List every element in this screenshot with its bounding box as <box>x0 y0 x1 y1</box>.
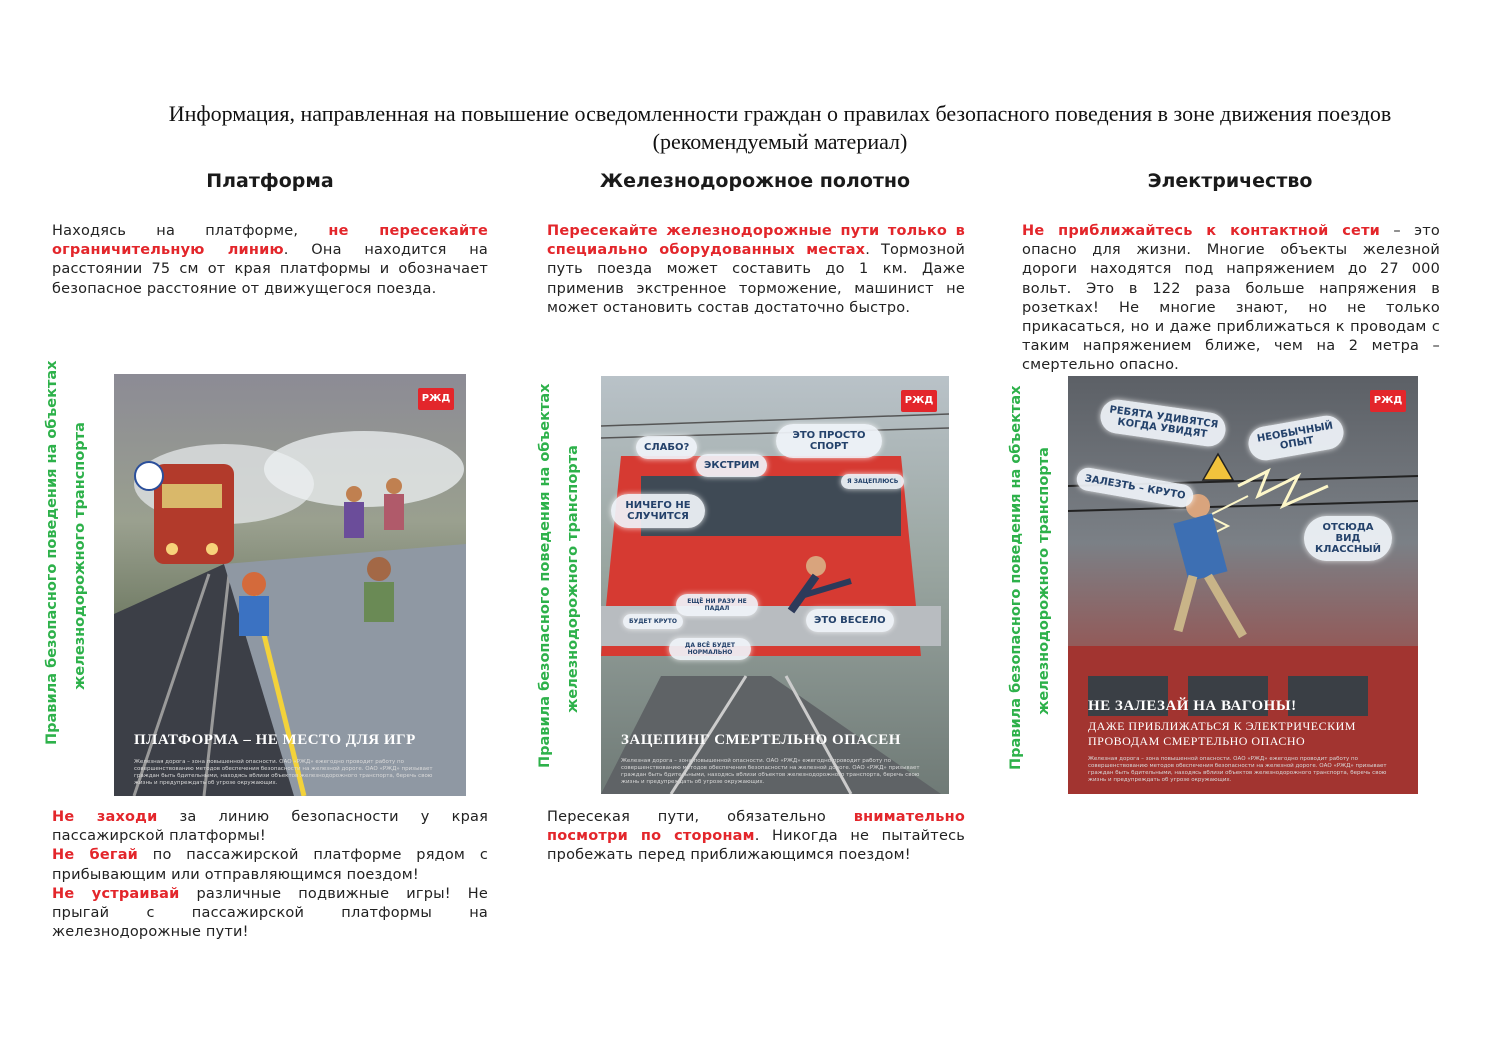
poster-platform <box>114 374 466 796</box>
thought-cloud: ОТСЮДА ВИД КЛАССНЫЙ <box>1304 516 1392 561</box>
side-label-3: Правила безопасного поведения на объектах железнодорожного транспорта <box>1008 385 1052 770</box>
poster-electricity-fine-print: Железная дорога – зона повышенной опасности. ОАО «РЖД» ежегодно проводит работу по совершенствованию методов обеспечения безопасности на железной дороге. ОАО «РЖД» призывает граждан быть бдительными, находясь вблизи объектов железнодорожного транспорта, беречь свою жизнь и предупреждать об угрозе окружающих. <box>1088 756 1387 783</box>
thought-cloud: ЕЩЁ НИ РАЗУ НЕ ПАДАЛ <box>676 594 758 616</box>
side-label-1: Правила безопасного поведения на объектах железнодорожного транспорта <box>44 360 88 745</box>
heading-platform: Платформа <box>206 170 334 192</box>
thought-cloud: НИЧЕГО НЕ СЛУЧИТСЯ <box>611 494 705 528</box>
thought-cloud: Я ЗАЦЕПЛЮСЬ <box>841 474 904 489</box>
electricity-intro-text: Не приближайтесь к контактной сети – это опасно для жизни. Многие объекты железной дороги находятся под напряжением до 27 000 вольт. Это в 122 раза больше напряжения в розетках! Не многие знают, но не только прикасаться, но и даже приближаться к проводам с таким напряжением ближе, чем на 2 метра – смертельно опасно. <box>1022 223 1440 374</box>
poster-electricity-caption: НЕ ЗАЛЕЗАЙ НА ВАГОНЫ! <box>1088 698 1297 714</box>
poster-platform-caption: ПЛАТФОРМА – НЕ МЕСТО ДЛЯ ИГР <box>134 732 416 748</box>
thought-cloud: БУДЕТ КРУТО <box>623 614 683 629</box>
poster-track-fine-print: Железная дорога – зона повышенной опасности. ОАО «РЖД» ежегодно проводит работу по совершенствованию методов обеспечения безопасности на железной дороге. ОАО «РЖД» призывает граждан быть бдительными, находясь вблизи объектов железнодорожного транспорта, беречь свою жизнь и предупреждать об угрозе окружающих. <box>621 758 920 785</box>
rzd-logo: РЖД <box>418 388 454 410</box>
title-line-1: Информация, направленная на повышение осведомленности граждан о правилах безопасного поведения в зоне движения поездов <box>168 101 1392 126</box>
thought-cloud: НЕОБЫЧНЫЙ ОПЫТ <box>1246 413 1346 463</box>
poster-track <box>601 376 949 794</box>
thought-cloud: ЭКСТРИМ <box>696 454 767 477</box>
poster-platform-fine-print: Железная дорога – зона повышенной опасности. ОАО «РЖД» ежегодно проводит работу по совершенствованию методов обеспечения безопасности на железной дороге. ОАО «РЖД» призывает граждан быть бдительными, находясь вблизи объектов железнодорожного транспорта, беречь свою жизнь и предупреждать об угрозе окружающих. <box>134 759 433 786</box>
poster-electricity-subcaption: ДАЖЕ ПРИБЛИЖАТЬСЯ К ЭЛЕКТРИЧЕСКИМ ПРОВОДАМ СМЕРТЕЛЬНО ОПАСНО <box>1088 719 1356 748</box>
thought-cloud: ДА ВСЁ БУДЕТ НОРМАЛЬНО <box>669 638 751 660</box>
thought-cloud: СЛАБО? <box>636 436 697 459</box>
thought-cloud: РЕБЯТА УДИВЯТСЯ КОГДА УВИДЯТ <box>1098 397 1228 448</box>
track-intro-text: Пересекайте железнодорожные пути только в специально оборудованных местах. Тормозной путь поезда может составить до 1 км. Даже применив экстренное торможение, машинист не может остановить состав достаточно быстро. <box>547 223 965 316</box>
poster-track-caption: ЗАЦЕПИНГ СМЕРТЕЛЬНО ОПАСЕН <box>621 732 901 748</box>
rzd-logo: РЖД <box>901 390 937 412</box>
track-rules-text: Пересекая пути, обязательно внимательно посмотри по сторонам. Никогда не пытайтесь пробежать перед приближающимся поездом! <box>547 809 965 864</box>
document-title <box>60 100 1500 156</box>
thought-cloud: ЗАЛЕЗТЬ – КРУТО <box>1075 466 1195 509</box>
thought-cloud: ЭТО ПРОСТО СПОРТ <box>776 424 882 458</box>
poster-electricity <box>1068 376 1418 794</box>
side-label-2: Правила безопасного поведения на объектах железнодорожного транспорта <box>537 383 581 768</box>
title-line-2: (рекомендуемый материал) <box>652 129 908 154</box>
platform-intro-text: Находясь на платформе, не пересекайте ограничительную линию. Она находится на расстоянии 75 см от края платформы и обозначает безопасное расстояние от движущегося поезда. <box>52 223 489 297</box>
rzd-logo: РЖД <box>1370 390 1406 412</box>
heading-railway-track: Железнодорожное полотно <box>599 170 911 192</box>
thought-cloud: ЭТО ВЕСЕЛО <box>806 609 894 632</box>
heading-electricity: Электричество <box>1147 170 1313 192</box>
platform-rules-text: Не заходи за линию безопасности у края пассажирской платформы! Не бегай по пассажирской платформе рядом с прибывающим или отправляющимся поездом! Не устраивай различные подвижные игры! Не прыгай с пассажирской платформы на железнодорожные пути! <box>52 809 488 941</box>
